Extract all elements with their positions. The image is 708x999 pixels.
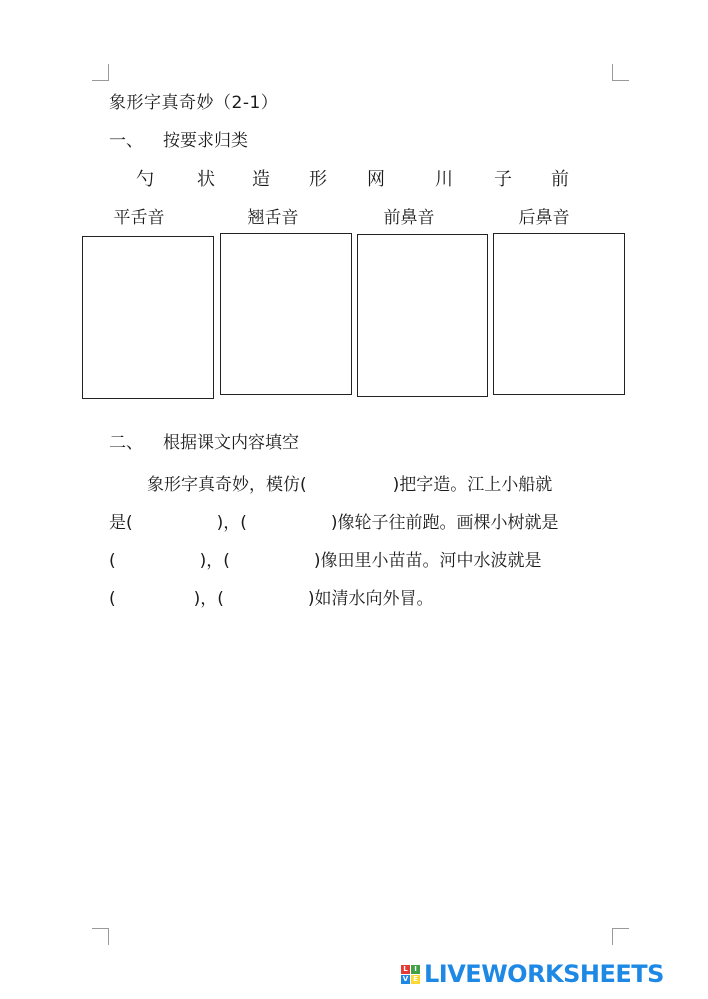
logo-mark-tile: E bbox=[411, 975, 420, 984]
section-2-title: 根据课文内容填空 bbox=[163, 433, 299, 453]
liveworksheets-logo-text: LIVEWORKSHEETS bbox=[424, 960, 664, 988]
section-1-number: 一、 bbox=[109, 131, 143, 151]
passage-line bbox=[109, 504, 609, 542]
draggable-character[interactable]: 网 bbox=[367, 169, 385, 190]
answer-blank[interactable] bbox=[116, 542, 200, 580]
fill-in-passage bbox=[109, 466, 609, 618]
corner-mark-top-right bbox=[612, 64, 629, 81]
passage-text: )，( bbox=[199, 551, 230, 571]
category-label-front-nasal: 前鼻音 bbox=[383, 208, 435, 228]
corner-mark-bottom-left bbox=[92, 928, 109, 945]
answer-blank[interactable] bbox=[116, 580, 194, 618]
corner-mark-bottom-right bbox=[612, 928, 629, 945]
drop-box-back-nasal[interactable] bbox=[493, 233, 625, 395]
passage-text: )像轮子往前跑。画棵小树就是 bbox=[330, 513, 559, 533]
liveworksheets-logo bbox=[401, 960, 664, 988]
draggable-character[interactable]: 前 bbox=[551, 169, 569, 190]
logo-mark-tile: I bbox=[411, 965, 420, 974]
passage-text: )，( bbox=[193, 589, 224, 609]
answer-field[interactable] bbox=[136, 512, 214, 534]
section-2-heading bbox=[109, 428, 299, 453]
draggable-character[interactable]: 状 bbox=[197, 169, 215, 190]
section-1-title: 按要求归类 bbox=[163, 131, 248, 151]
answer-blank[interactable] bbox=[224, 580, 308, 618]
passage-text: )，( bbox=[216, 513, 247, 533]
answer-field[interactable] bbox=[227, 588, 305, 610]
passage-text: )像田里小苗苗。河中水波就是 bbox=[313, 551, 542, 571]
answer-blank[interactable] bbox=[230, 542, 314, 580]
answer-field[interactable] bbox=[250, 512, 328, 534]
passage-text: )把字造。江上小船就 bbox=[392, 475, 553, 495]
character-bank bbox=[0, 165, 708, 189]
draggable-character[interactable]: 造 bbox=[252, 169, 270, 190]
answer-field[interactable] bbox=[233, 550, 311, 572]
category-label-flat-tongue: 平舌音 bbox=[113, 208, 165, 228]
draggable-character[interactable]: 勺 bbox=[136, 169, 154, 190]
category-label-retroflex: 翘舌音 bbox=[247, 208, 299, 228]
category-label-back-nasal: 后鼻音 bbox=[518, 208, 570, 228]
answer-field[interactable] bbox=[119, 550, 197, 572]
passage-line bbox=[109, 542, 609, 580]
corner-mark-top-left bbox=[92, 64, 109, 81]
drop-box-front-nasal[interactable] bbox=[357, 234, 488, 397]
worksheet-title: 象形字真奇妙（2-1） bbox=[109, 93, 279, 113]
answer-blank[interactable] bbox=[307, 466, 393, 504]
section-2-number: 二、 bbox=[109, 433, 143, 453]
passage-text: 是( bbox=[109, 513, 133, 533]
answer-field[interactable] bbox=[310, 474, 390, 496]
passage-text: ( bbox=[109, 589, 116, 609]
passage-text: ( bbox=[109, 551, 116, 571]
answer-blank[interactable] bbox=[247, 504, 331, 542]
passage-line bbox=[109, 580, 609, 618]
passage-line bbox=[109, 466, 609, 504]
passage-text: 象形字真奇妙，模仿( bbox=[147, 475, 307, 495]
draggable-character[interactable]: 子 bbox=[494, 169, 512, 190]
liveworksheets-logo-icon bbox=[401, 965, 420, 984]
answer-field[interactable] bbox=[119, 588, 191, 610]
drop-box-flat-tongue[interactable] bbox=[82, 236, 214, 399]
logo-mark-tile: L bbox=[401, 965, 410, 974]
section-1-heading bbox=[109, 126, 248, 151]
logo-mark-tile: V bbox=[402, 974, 409, 983]
draggable-character[interactable]: 川 bbox=[435, 169, 453, 190]
drop-box-retroflex[interactable] bbox=[220, 233, 352, 395]
passage-text: )如清水向外冒。 bbox=[307, 589, 434, 609]
draggable-character[interactable]: 形 bbox=[309, 169, 327, 190]
answer-blank[interactable] bbox=[133, 504, 217, 542]
